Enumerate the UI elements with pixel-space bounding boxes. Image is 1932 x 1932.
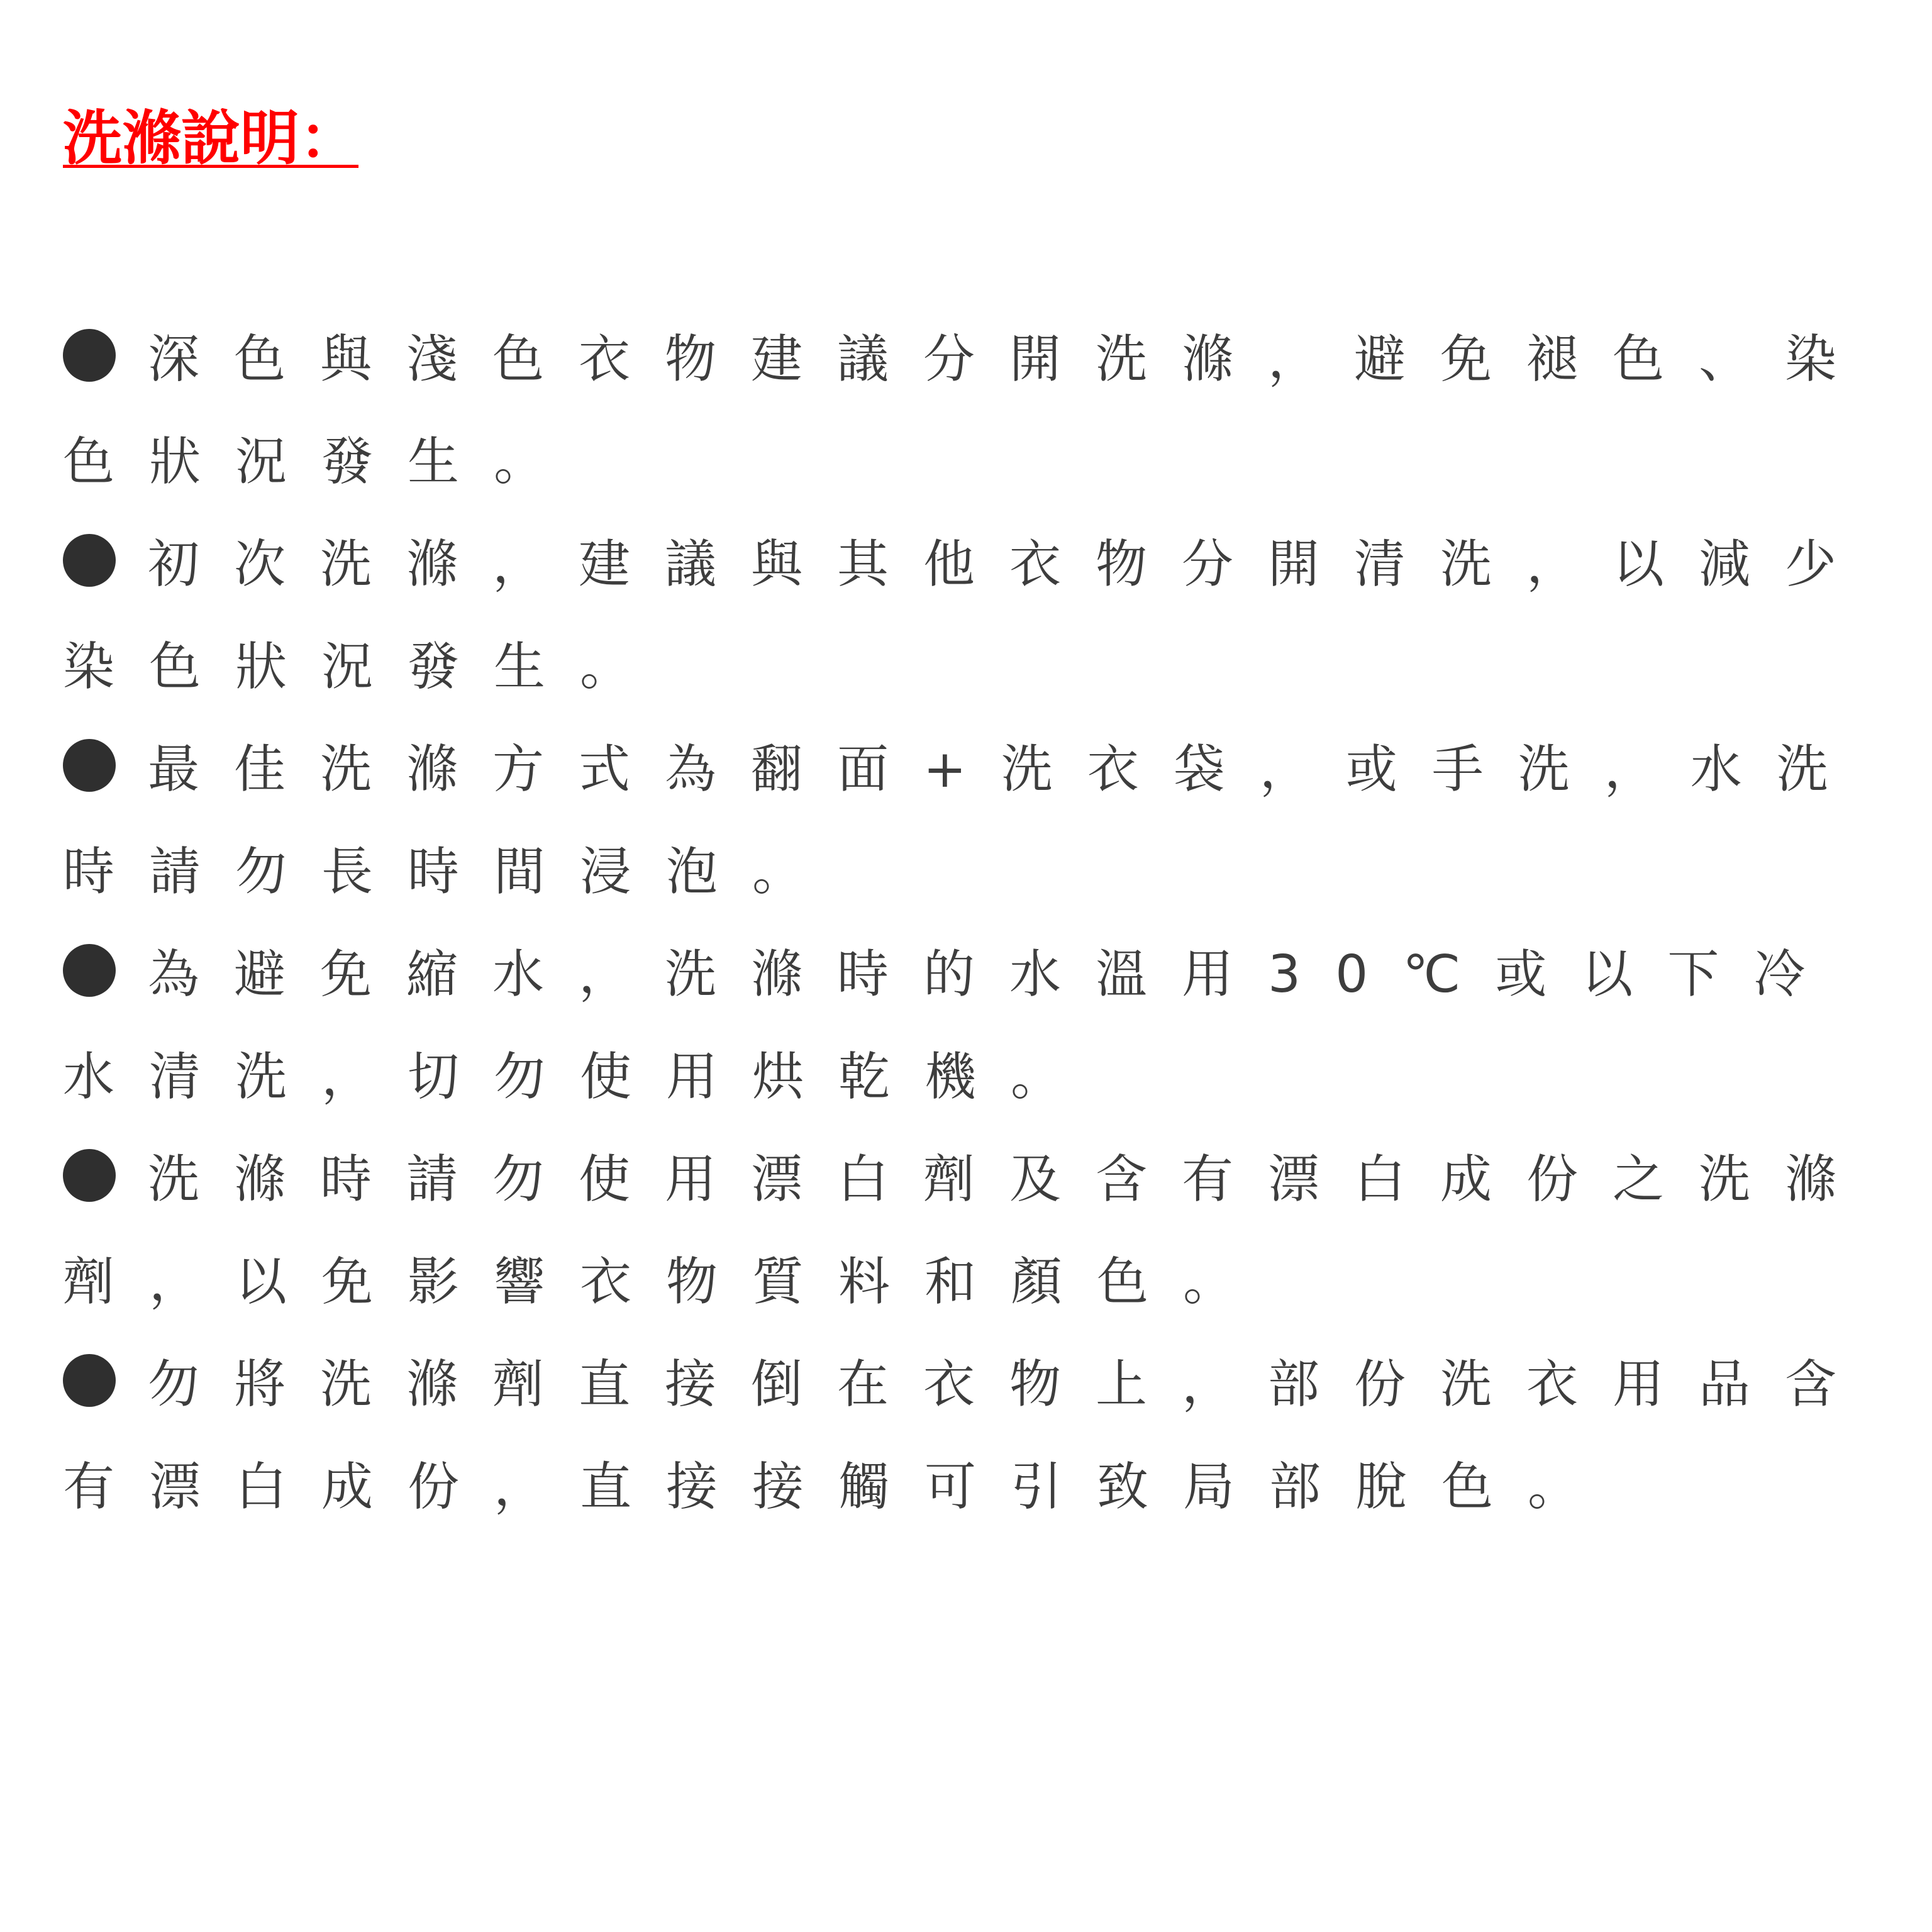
instruction-item	[63, 513, 1924, 718]
page-title: 洗滌說明：	[63, 104, 359, 173]
instruction-item	[63, 1333, 1924, 1538]
instruction-item	[63, 923, 1924, 1128]
bullet-icon	[63, 1149, 116, 1202]
bullet-icon	[63, 1354, 116, 1407]
instruction-text: 洗滌時請勿使用漂白劑及含有漂白成份之洗滌劑，以免影響衣物質料和顏色。	[63, 1150, 1872, 1312]
bullet-icon	[63, 739, 116, 792]
instruction-text: 最佳洗滌方式為翻面+洗衣袋，或手洗，水洗時請勿長時間浸泡。	[63, 740, 1863, 902]
instruction-text: 初次洗滌，建議與其他衣物分開清洗，以減少染色狀況發生。	[63, 535, 1872, 697]
bullet-icon	[63, 329, 116, 382]
instruction-item	[63, 1128, 1924, 1333]
instruction-item	[63, 718, 1924, 923]
bullet-icon	[63, 534, 116, 587]
bullet-icon	[63, 944, 116, 997]
instructions-list	[63, 308, 1924, 1538]
instruction-text: 為避免縮水，洗滌時的水溫用30℃或以下冷水清洗，切勿使用烘乾機。	[63, 945, 1840, 1107]
instruction-text: 勿將洗滌劑直接倒在衣物上，部份洗衣用品含有漂白成份，直接接觸可引致局部脫色。	[63, 1355, 1872, 1517]
instruction-item	[63, 308, 1924, 513]
instruction-text: 深色與淺色衣物建議分開洗滌，避免褪色、染色狀況發生。	[63, 330, 1872, 492]
